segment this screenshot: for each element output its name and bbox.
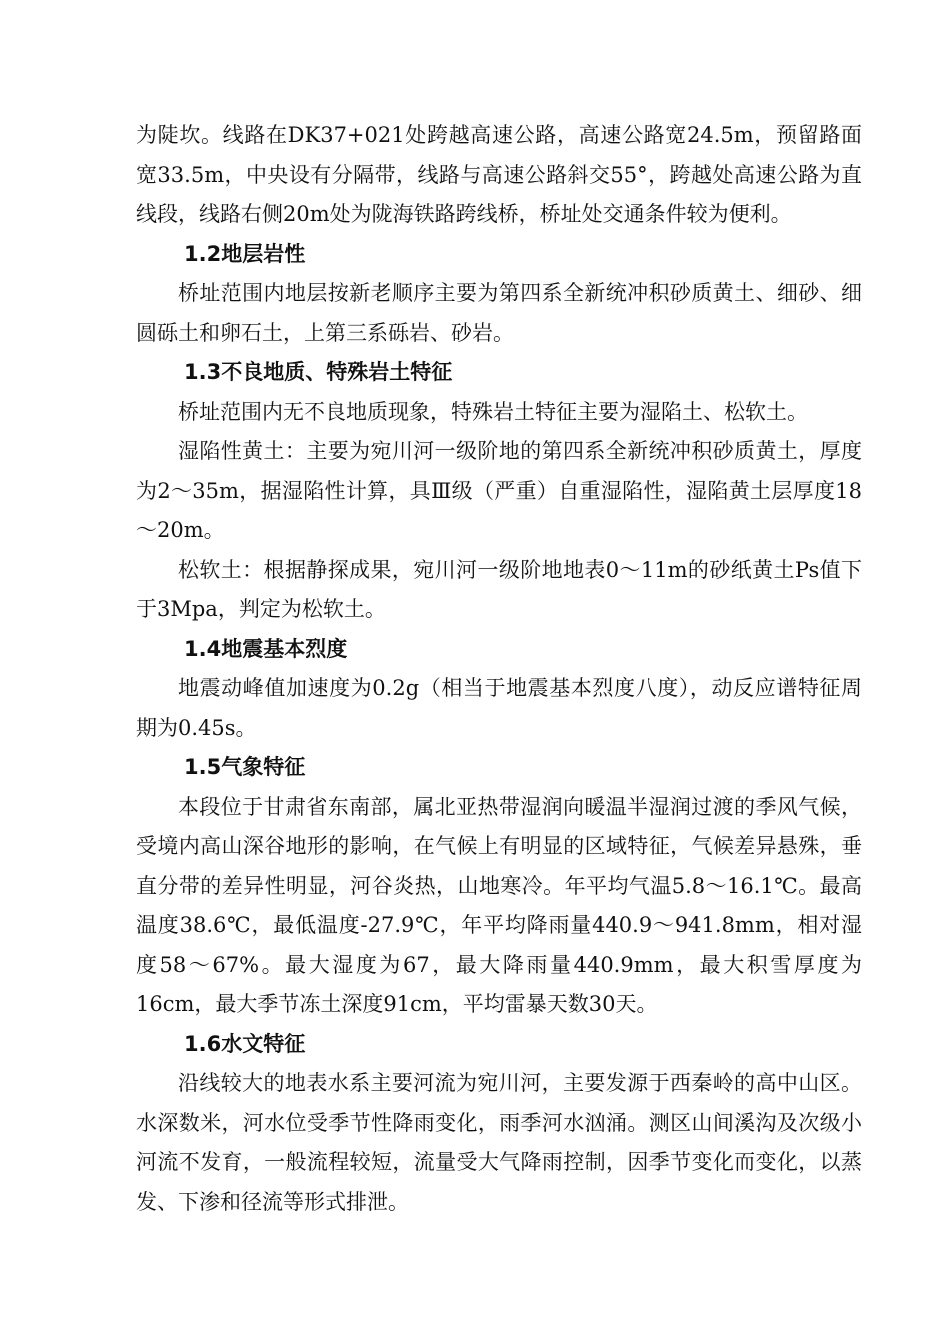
heading-stratum-lithology: 1.2地层岩性 [184, 241, 306, 266]
paragraph-seismic-intensity: 地震动峰值加速度为0.2g（相当于地震基本烈度八度），动反应谱特征周期为0.45s。 [136, 676, 862, 740]
document-body [136, 116, 862, 1222]
paragraph-soft-soil: 松软土：根据静探成果，宛川河一级阶地地表0～11m的砂纸黄土Ps值下于3Mpa，判定为松软土。 [136, 557, 862, 621]
paragraph-route-crossing: 为陡坎。线路在DK37+021处跨越高速公路，高速公路宽24.5m，预留路面宽33.5m，中央设有分隔带，线路与高速公路斜交55°，跨越处高速公路为直线段，线路右侧20m处为陇海铁路跨线桥，桥址处交通条件较为便利。 [136, 123, 862, 226]
paragraph-adverse-geology: 桥址范围内无不良地质现象，特殊岩土特征主要为湿陷土、松软土。 [178, 399, 808, 424]
heading-climate: 1.5气象特征 [184, 755, 306, 779]
heading-adverse-geology: 1.3不良地质、特殊岩土特征 [184, 360, 453, 384]
paragraph-climate: 本段位于甘肃省东南部，属北亚热带湿润向暖温半湿润过渡的季风气候，受境内高山深谷地形的影响，在气候上有明显的区域特征，气候差异悬殊，垂直分带的差异性明显，河谷炎热，山地寒冷。年平均气温5.8～16.1℃。最高温度38.6℃，最低温度-27.9℃，年平均降雨量440.9～941.8mm，相对湿度58～67%。最大湿度为67，最大降雨量440.9mm，最大积雪厚度为16cm，最大季节冻土深度91cm，平均雷暴天数30天。 [136, 794, 862, 1016]
paragraph-hydrology: 沿线较大的地表水系主要河流为宛川河，主要发源于西秦岭的高中山区。水深数米，河水位受季节性降雨变化，雨季河水汹涌。测区山间溪沟及次级小河流不发育，一般流程较短，流量受大气降雨控制，因季节变化而变化，以蒸发、下渗和径流等形式排泄。 [136, 1071, 862, 1214]
heading-seismic-intensity: 1.4地震基本烈度 [184, 636, 348, 661]
paragraph-stratum-lithology: 桥址范围内地层按新老顺序主要为第四系全新统冲积砂质黄土、细砂、细圆砾土和卵石土，上第三系砾岩、砂岩。 [136, 281, 862, 345]
heading-hydrology: 1.6水文特征 [184, 1031, 306, 1056]
paragraph-collapsible-loess: 湿陷性黄土：主要为宛川河一级阶地的第四系全新统冲积砂质黄土，厚度为2～35m，据湿陷性计算，具Ⅲ级（严重）自重湿陷性，湿陷黄土层厚度18～20m。 [136, 439, 862, 542]
